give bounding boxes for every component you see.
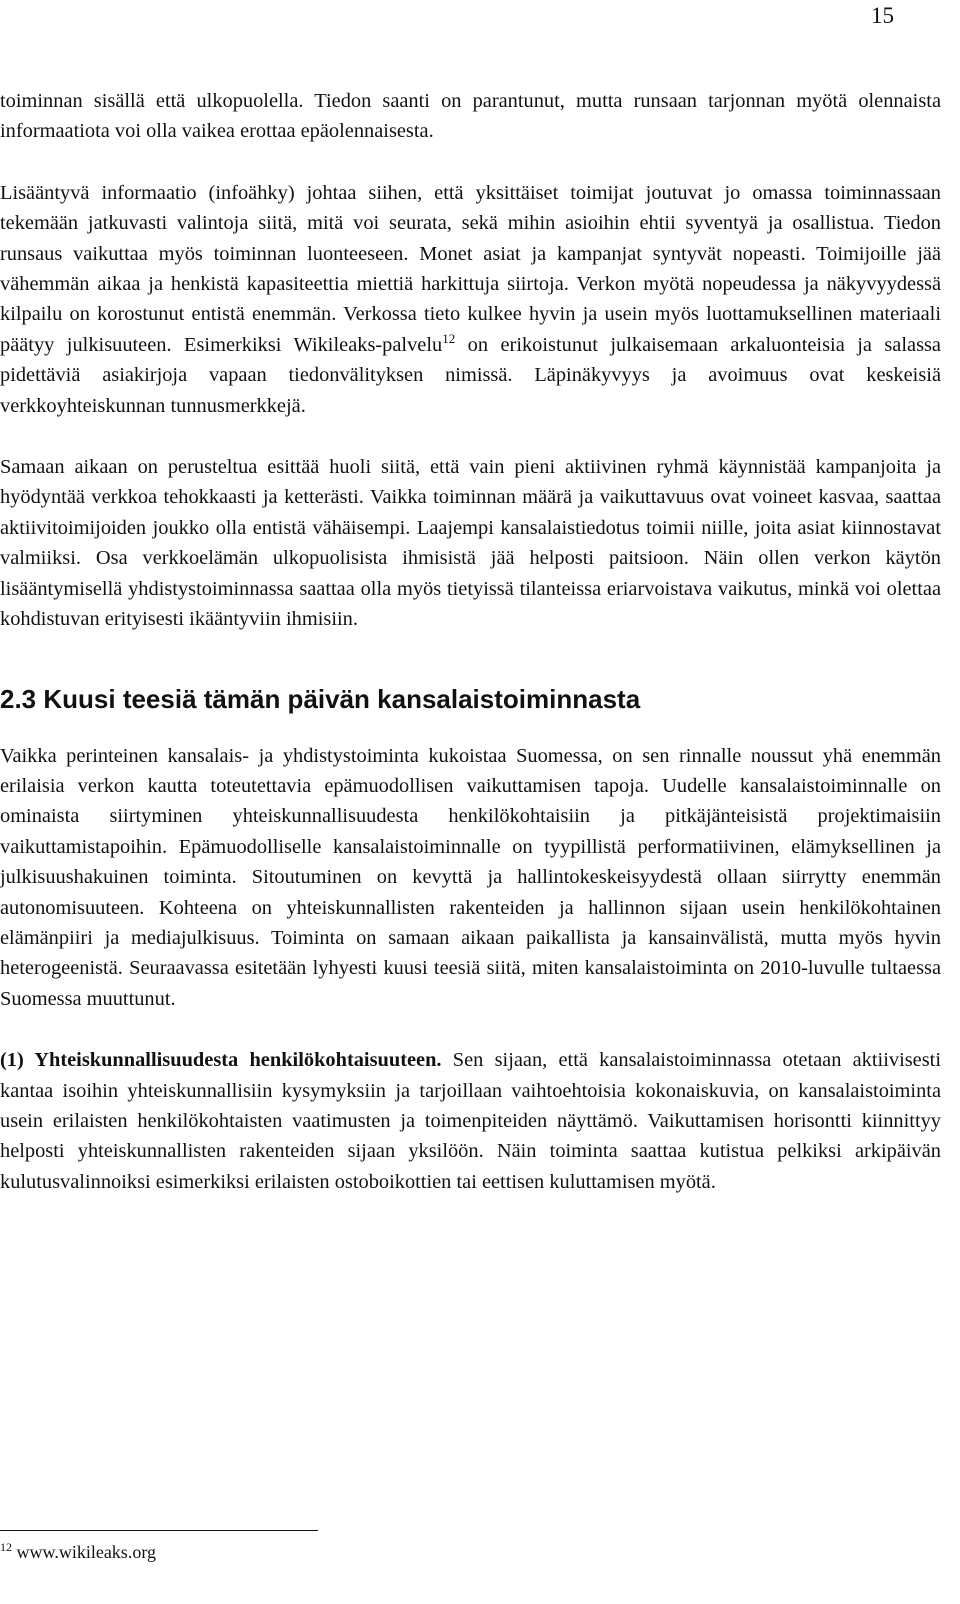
footnote-reference: 12 (442, 331, 456, 347)
paragraph-2-text-b: on erikoistunut julkaisemaan arkaluonteisia ja salassa pidettäviä asiakirjoja vapaan tiedonvälityksen nimissä. Läpinäkyvyys ja avoimuus ovat keskeisiä verkkoyhteiskunnan tunnusmerkkejä. (0, 333, 941, 417)
paragraph-2 (0, 178, 941, 421)
thesis-1-title: (1) Yhteiskunnallisuudesta henkilökohtaisuuteen. (0, 1049, 442, 1072)
footnote (0, 1540, 156, 1564)
footnote-link-text: www.wikileaks.org (16, 1542, 156, 1562)
page-number: 15 (871, 3, 894, 28)
footnote-divider (0, 1530, 318, 1531)
page-body (0, 86, 941, 1197)
paragraph-3: Samaan aikaan on perusteltua esittää huoli siitä, että vain pieni aktiivinen ryhmä käynnistää kampanjoita ja hyödyntää verkkoa tehokkaasti ja ketterästi. Vaikka toiminnan määrä ja vaikuttavuus ovat voineet kasvaa, saattaa aktiivitoimijoiden joukko olla entistä vähäisempi. Laajempi kansalaistiedotus toimii niille, joita asiat kiinnostavat valmiiksi. Osa verkkoelämän ulkopuolisista ihmisistä jää helposti paitsioon. Näin ollen verkon käytön lisääntymisellä yhdistystoiminnassa saattaa olla myös tietyissä tilanteissa eriarvoistava vaikutus, minkä voi olettaa kohdistuvan erityisesti ikääntyviin ihmisiin. (0, 456, 941, 631)
thesis-1-body: Sen sijaan, että kansalaistoiminnassa otetaan aktiivisesti kantaa isoihin yhteiskunnallisiin kysymyksiin ja tarjoillaan vaihtoehtoisia kokonaiskuvia, on kansalaistoiminta usein erilaisten henkilökohtaisten vaatimusten ja toimenpiteiden näyttämö. Vaikuttamisen horisontti kiinnittyy helposti yhteiskunnallisten rakenteiden sijaan yksilöön. Näin toiminta saattaa kutistua pelkiksi arkipäivän kulutusvalinnoiksi esimerkiksi erilaisten ostoboikottien tai eettisen kuluttamisen myötä. (0, 1049, 941, 1193)
paragraph-2-text-a: Lisääntyvä informaatio (infoähky) johtaa siihen, että yksittäiset toimijat joutuvat jo omassa toiminnassaan tekemään jatkuvasti valintoja siitä, mitä voi seurata, sekä mihin asioihin ehtii syventyä ja osallistua. Tiedon runsaus vaikuttaa myös toiminnan luonteeseen. Monet asiat ja kampanjat syntyvät nopeasti. Toimijoille jää vähemmän aikaa ja henkistä kapasiteettia miettiä harkittuja siirtoja. Verkon myötä nopeudessa ja näkyvyydessä kilpailu on korostunut entistä enemmän. Verkossa tieto kulkee hyvin ja usein myös luottamuksellinen materiaali päätyy julkisuuteen. Esimerkiksi Wikileaks-palvelu (0, 181, 941, 356)
paragraph-4: Vaikka perinteinen kansalais- ja yhdistystoiminta kukoistaa Suomessa, on sen rinnalle noussut yhä enemmän erilaisia verkon kautta toteutettavia epämuodollisen vaikuttamisen tapoja. Uudelle kansalaistoiminnalle on ominaista siirtyminen yhteiskunnallisuudesta henkilökohtaisiin ja pitkäjänteisistä projektimaisiin vaikuttamistapoihin. Epämuodolliselle kansalaistoiminnalle on tyypillistä performatiivinen, elämyksellinen ja julkisuushakuinen toiminta. Sitoutuminen on kevyttä ja hallintokeskeisyydestä ollaan siirrytty enemmän autonomisuuteen. Kohteena on yhteiskunnallisten rakenteiden ja hallinnon sijaan usein henkilökohtainen elämänpiiri ja mediajulkisuus. Toiminta on samaan aikaan paikallista ja kansainvälistä, mutta myös hyvin heterogeenistä. Seuraavassa esitetään lyhyesti kuusi teesiä siitä, miten kansalaistoiminta on 2010-luvulle tultaessa Suomessa muuttunut. (0, 744, 941, 1010)
paragraph-1: toiminnan sisällä että ulkopuolella. Tiedon saanti on parantunut, mutta runsaan tarjonnan myötä olennaista informaatiota voi olla vaikea erottaa epäolennaisesta. (0, 90, 941, 143)
paragraph-5 (0, 1045, 941, 1197)
footnote-number: 12 (0, 1540, 12, 1554)
section-heading: 2.3 Kuusi teesiä tämän päivän kansalaistoiminnasta (0, 683, 641, 714)
